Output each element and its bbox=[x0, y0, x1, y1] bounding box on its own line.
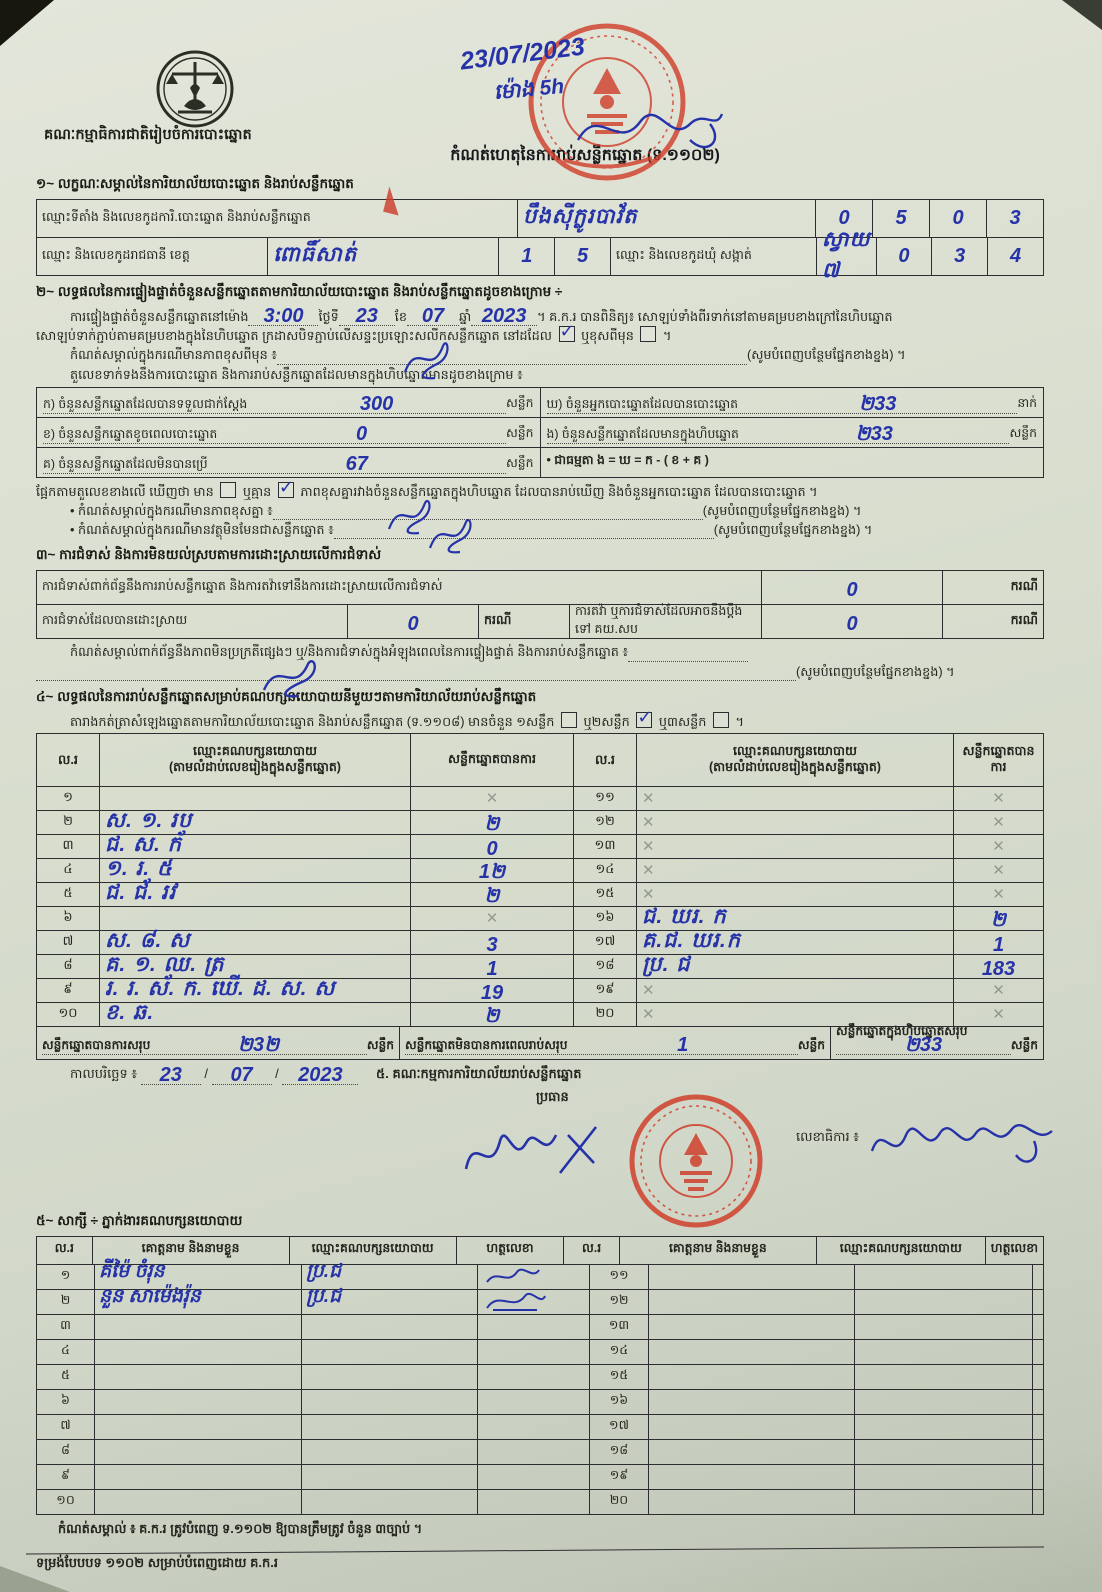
remark-suffix: (សូមបំពេញបន្ថែមផ្នែកខាងខ្នង) ។ bbox=[796, 663, 955, 679]
committee-heading: ៥. គណៈកម្មការការិយាល័យរាប់សន្លឹកឆ្នោត bbox=[376, 1065, 582, 1081]
votes-handwritten: ✕ bbox=[992, 814, 1005, 832]
party-name-handwritten: ខ. ឆ. bbox=[105, 1000, 155, 1024]
count-label: ង) ចំនួនសន្លឹកឆ្នោតដែលមានក្នុងហិបឆ្នោត bbox=[546, 426, 739, 441]
witness-row bbox=[37, 1465, 1043, 1490]
row-no: ១០ bbox=[37, 1490, 95, 1514]
party-name-handwritten: ស. ១. រប bbox=[105, 808, 193, 832]
party-name-handwritten: ជ. ឃរ. ក bbox=[642, 904, 727, 928]
month-handwritten: 07 bbox=[421, 305, 445, 328]
count-unit: សន្លឹក bbox=[1009, 425, 1037, 440]
org-name: គណៈកម្មាធិការជាតិរៀបចំការបោះឆ្នោត bbox=[44, 127, 252, 143]
section1-heading: ១~ លក្ខណៈសម្គាល់នៃការិយាល័យបោះឆ្នោត និងរាប់សន្លឹកឆ្នោត bbox=[36, 176, 354, 191]
row-no: ១១ bbox=[590, 1265, 648, 1289]
day-handwritten: 23 bbox=[355, 305, 378, 328]
row-no: ១ bbox=[37, 787, 100, 810]
row-no: ៥ bbox=[37, 883, 100, 906]
station-row bbox=[37, 200, 1043, 238]
count-label: ខ) ចំនួនសន្លឹកឆ្នោតខូចពេលបោះឆ្នោត bbox=[43, 426, 218, 441]
secretary-label: លេខាធិការ ៖ bbox=[796, 1128, 859, 1144]
checkbox-two-sheets: ✓ bbox=[637, 706, 653, 727]
total-label: សន្លឹកឆ្នោតមិនបានការពេលរាប់សរុប bbox=[405, 1037, 568, 1052]
total-value-handwritten: ២33 bbox=[904, 1033, 943, 1056]
seal-status-line bbox=[36, 321, 1044, 345]
station-code-digit: 0 bbox=[838, 207, 850, 229]
party-name-handwritten: ✕ bbox=[642, 1006, 655, 1024]
row-no: ១៩ bbox=[590, 1465, 648, 1489]
votes-handwritten: 19 bbox=[480, 981, 504, 1004]
party-row bbox=[37, 856, 1043, 884]
row-no: ១ bbox=[37, 1265, 95, 1289]
row-no: ១៤ bbox=[590, 1340, 648, 1364]
counts-row bbox=[37, 418, 1043, 448]
row-no: ១៦ bbox=[574, 907, 637, 930]
signature-zone bbox=[36, 1085, 1044, 1205]
province-name-handwritten: ពោធិ៍សាត់ bbox=[273, 243, 358, 266]
row-no: ៦ bbox=[37, 1390, 95, 1414]
date-month-handwritten: 07 bbox=[230, 1063, 253, 1086]
text-run: ភាពខុសគ្នារវាងចំនួនសន្លឹកឆ្នោតក្នុងហិបឆ្នោត ដែលបានរាប់ឃើញ និងចំនួនអ្នកបោះឆ្នោត ដែលបានបោះឆ្នោត ។ bbox=[300, 483, 818, 499]
col-party-name-line2: (តាមលំដាប់លេខរៀងក្នុងសន្លឹកឆ្នោត) bbox=[168, 759, 342, 774]
section2-heading: ២~ លទ្ធផលនៃការផ្ទៀងផ្ទាត់ចំនួនសន្លឹកឆ្នោតតាមការិយាល័យបោះឆ្នោត និងរាប់សន្លឹកឆ្នោតដូចខាងក្រោម ÷ bbox=[36, 284, 563, 299]
col-witness-name: គោត្តនាម និងនាមខ្លួន bbox=[93, 1237, 290, 1264]
votes-handwritten: ✕ bbox=[992, 838, 1005, 856]
count-unit: នាក់ bbox=[1017, 395, 1037, 410]
col-number: ល.រ bbox=[574, 734, 637, 786]
witness-name-handwritten: នួន សាម៉េងរ៉ុន bbox=[99, 1285, 201, 1307]
text-run: ឬគ្មាន bbox=[242, 483, 272, 499]
section1-table bbox=[36, 199, 1044, 282]
col-valid-votes: សន្លឹកឆ្នោតបានការ bbox=[962, 744, 1035, 774]
difference-statement bbox=[36, 476, 1044, 501]
row-no: ៧ bbox=[37, 1415, 95, 1439]
votes-handwritten: ២ bbox=[484, 813, 500, 836]
text-run: ការផ្ទៀងផ្ទាត់ចំនួនសន្លឹកឆ្នោតនៅម៉ោង bbox=[70, 309, 249, 324]
figures-intro: តួលេខទាក់ទងនឹងការបោះឆ្នោត និងការរាប់សន្លឹកឆ្នោតដែលមានក្នុងហិបឆ្នោតមានដូចខាងក្រោម ៖ bbox=[70, 366, 523, 382]
row-no: ២ bbox=[37, 811, 100, 834]
votes-handwritten: ✕ bbox=[485, 790, 499, 808]
row-no: ១៧ bbox=[574, 931, 637, 954]
party-table-header bbox=[37, 734, 1043, 787]
date-line: កាលបរិច្ឆេទ ៖ 23 / 07 / 2023 ៥. គណៈកម្មការការិយាល័យរាប់សន្លឹកឆ្នោត bbox=[70, 1063, 582, 1086]
votes-handwritten: ✕ bbox=[992, 862, 1005, 880]
remark-label: កំណត់សម្គាល់ក្នុងករណីមានភាពខុសពីមុន ៖ bbox=[70, 347, 277, 363]
witness-row bbox=[37, 1490, 1043, 1514]
votes-handwritten: ២ bbox=[484, 1005, 500, 1028]
witness-signature bbox=[483, 1266, 543, 1288]
row-no: ១២ bbox=[574, 811, 637, 834]
objections-row bbox=[37, 605, 1043, 638]
votes-handwritten: ✕ bbox=[992, 982, 1005, 1000]
tally-sheet-line bbox=[70, 706, 1044, 731]
witness-row bbox=[37, 1285, 1043, 1315]
count-value-handwritten: 300 bbox=[359, 392, 394, 415]
text-run: តារាងកត់ត្រាសំឡេងឆ្នោតតាមការិយាល័យបោះឆ្នោត និងរាប់សន្លឹកឆ្នោត (ទ.១១០៨) មានចំនួន ១សន្លឹក bbox=[70, 713, 555, 729]
row-no: ១៧ bbox=[590, 1415, 648, 1439]
col-witness-party: ឈ្មោះគណបក្សនយោបាយ bbox=[817, 1237, 986, 1264]
row-no: ២០ bbox=[574, 1003, 637, 1026]
form-title: កំណត់ហេតុនៃការរាប់សន្លឹកឆ្នោត (ទ.១១០២) bbox=[450, 147, 720, 164]
stamp-handwritten-time: ម៉ោង 5h bbox=[492, 74, 566, 105]
witness-table-header bbox=[37, 1237, 1043, 1265]
count-value-handwritten: ២33 bbox=[858, 392, 897, 415]
col-valid-votes: សន្លឹកឆ្នោតបានការ bbox=[411, 734, 574, 786]
witness-row bbox=[37, 1415, 1043, 1440]
party-name-handwritten: ✕ bbox=[642, 886, 655, 904]
text-run: សោឡប់ទាក់ភ្ជាប់តាមគម្របខាងក្នុងនៃហិបឆ្នោត ក្រដាសបិទភ្ជាប់លើសន្ទះប្រឡោះសលីកសន្លឹកឆ្នោត នៅដដែល bbox=[36, 328, 552, 344]
top-red-stamp bbox=[454, 14, 764, 174]
row-no: ១៨ bbox=[590, 1440, 648, 1464]
text-run: ។ bbox=[735, 713, 744, 729]
party-name-handwritten: ១. រ. ៥ bbox=[105, 856, 173, 880]
row-no: ១៤ bbox=[574, 859, 637, 882]
count-value-handwritten: ២33 bbox=[855, 422, 893, 445]
count-unit: សន្លឹក bbox=[505, 395, 534, 410]
objection-label: ការតវ៉ា ឬការជំទាស់ដែលអាចនឹងប្ដឹងទៅ គយ.សប bbox=[570, 605, 762, 638]
row-no: ៣ bbox=[37, 1315, 95, 1339]
bottom-note: កំណត់សម្គាល់ ៖ គ.ក.រ ត្រូវបំពេញ ទ.១១០២ ឱ្យបានត្រឹមត្រូវ ចំនួន ៣ច្បាប់ ។ bbox=[58, 1520, 423, 1536]
station-code-digit: 5 bbox=[895, 207, 907, 229]
witness-row bbox=[37, 1315, 1043, 1340]
count-value-handwritten: 67 bbox=[345, 452, 368, 475]
objection-label: ការជំទាស់ដែលបានដោះស្រាយ bbox=[37, 605, 348, 638]
station-name-handwritten: បឹងសុីក្លូរបាវ័ត bbox=[523, 205, 638, 228]
party-name-handwritten: ✕ bbox=[642, 838, 655, 856]
row-no: ១១ bbox=[574, 787, 637, 810]
votes-handwritten: ✕ bbox=[992, 886, 1005, 904]
votes-handwritten: ✕ bbox=[992, 790, 1005, 808]
col-witness-party: ឈ្មោះគណបក្សនយោបាយ bbox=[290, 1237, 457, 1264]
col-number: ល.រ bbox=[564, 1237, 620, 1264]
party-row bbox=[37, 880, 1043, 908]
witness-name-handwritten: គីម៉ៃ ចំរុន bbox=[99, 1260, 165, 1282]
secretary-signature bbox=[866, 1111, 1056, 1175]
row-no: ១៩ bbox=[574, 979, 637, 1002]
count-value-handwritten: 0 bbox=[356, 422, 368, 445]
station-code-digit: 0 bbox=[952, 207, 964, 229]
objection-count-handwritten: 0 bbox=[846, 613, 858, 636]
commune-label: ឈ្មោះ និងលេខកូដឃុំ សង្កាត់ bbox=[611, 238, 817, 275]
row-no: ១៥ bbox=[590, 1365, 648, 1389]
text-run: ។ bbox=[663, 328, 672, 344]
witness-row bbox=[37, 1390, 1043, 1415]
text-run: ។ គ.ក.រ បានពិនិត្យ៖ សោឡប់ទាំងពីរទាក់នៅតាមគម្របខាងក្រៅនៃហិបឆ្នោត bbox=[537, 309, 893, 324]
text-run: ឬ២សន្លឹក bbox=[583, 713, 630, 729]
col-party-name-line1: ឈ្មោះគណបក្សនយោបាយ bbox=[733, 744, 857, 759]
remark-label: កំណត់សម្គាល់ពាក់ព័ន្ធនឹងភាពមិនប្រក្រតីផ្សេងៗ ឬ/និងការជំទាស់ក្នុងអំឡុងពេលនៃការផ្ទៀងផ្ទាត់ និងការរាប់សន្លឹកឆ្នោត ៖ bbox=[70, 644, 629, 660]
witness-row bbox=[37, 1365, 1043, 1390]
remark-suffix: (សូមបំពេញបន្ថែមផ្នែកខាងខ្នង) ។ bbox=[746, 347, 906, 363]
date-year-handwritten: 2023 bbox=[298, 1063, 343, 1086]
row-no: ៨ bbox=[37, 1440, 95, 1464]
chairman-label: ប្រធាន bbox=[536, 1088, 569, 1104]
remark-suffix: (សូមបំពេញបន្ថែមផ្នែកខាងខ្នង) ។ bbox=[702, 502, 862, 518]
count-label: គ) ចំនួនសន្លឹកឆ្នោតដែលមិនបានប្រើ bbox=[43, 456, 208, 471]
party-name-handwritten: រ. រ. ស័. ក. ឃើ. ដ. ស. ស bbox=[105, 976, 336, 1000]
col-witness-name: គោត្តនាម និងនាមខ្លួន bbox=[620, 1237, 817, 1264]
chairman-signature bbox=[456, 1113, 616, 1193]
witness-row bbox=[37, 1440, 1043, 1465]
row-no: ៤ bbox=[37, 1340, 95, 1364]
witness-signature bbox=[483, 1290, 549, 1314]
party-name-handwritten: ✕ bbox=[642, 814, 655, 832]
remark-label: • កំណត់សម្គាល់ក្នុងករណីមានភាពខុសគ្នា ៖ bbox=[70, 502, 273, 518]
col-number: ល.រ bbox=[37, 734, 100, 786]
row-no: ៤ bbox=[37, 859, 100, 882]
votes-handwritten: 183 bbox=[981, 957, 1016, 980]
commune-code-digit: 0 bbox=[898, 245, 910, 267]
row-no: ៥ bbox=[37, 1365, 95, 1389]
objection-unit: ករណី bbox=[1010, 612, 1038, 627]
text-run: ឬខុសពីមុន bbox=[581, 328, 634, 344]
footer-rule bbox=[26, 1546, 1044, 1554]
ballot-counts-table bbox=[36, 387, 1044, 478]
text-run: ខែ bbox=[394, 309, 407, 324]
year-handwritten: 2023 bbox=[481, 305, 527, 328]
col-number: ល.រ bbox=[37, 1237, 93, 1264]
row-no: ១៣ bbox=[574, 835, 637, 858]
col-signature: ហត្ថលេខា bbox=[990, 1241, 1038, 1256]
col-party-name-line2: (តាមលំដាប់លេខរៀងក្នុងសន្លឹកឆ្នោត) bbox=[708, 759, 882, 774]
objections-row bbox=[37, 571, 1043, 605]
row-no: ៨ bbox=[37, 955, 100, 978]
section4-heading: ៤~ លទ្ធផលនៃការរាប់សន្លឹកឆ្នោតសម្រាប់គណបក្សនយោបាយនីមួយៗតាមការិយាល័យរាប់សន្លឹកឆ្នោត bbox=[36, 688, 537, 704]
total-label: សន្លឹកឆ្នោតក្នុងហិបឆ្នោតសរុប bbox=[836, 1023, 968, 1038]
row-no: ២ bbox=[37, 1290, 95, 1314]
total-unit: សន្លឹក bbox=[797, 1037, 825, 1052]
text-run: ថ្ងៃទី bbox=[318, 309, 339, 324]
count-unit: សន្លឹក bbox=[505, 425, 534, 440]
text-run: ឬ៣សន្លឹក bbox=[658, 713, 707, 729]
row-no: ១០ bbox=[37, 1003, 100, 1026]
votes-handwritten: 3 bbox=[486, 933, 498, 956]
formula-note: • ជាធម្មតា ង = ឃ = ក - ( ខ + គ ) bbox=[546, 453, 709, 468]
verification-paragraph bbox=[70, 307, 1044, 326]
form-header bbox=[36, 12, 1044, 143]
party-name-handwritten: ជ. ជ័. រវ bbox=[105, 880, 177, 904]
party-name-handwritten: ✕ bbox=[642, 982, 655, 1000]
count-unit: សន្លឹក bbox=[505, 455, 534, 470]
text-run: ផ្អែកតាមតួលេខខាងលើ ឃើញថា មាន bbox=[36, 483, 214, 499]
row-no: ៣ bbox=[37, 835, 100, 858]
province-code-digit: 5 bbox=[577, 245, 589, 267]
row-no: ២០ bbox=[590, 1490, 648, 1514]
nec-emblem-icon bbox=[154, 48, 236, 135]
party-name-handwritten: ស. ៨. ស bbox=[105, 928, 191, 952]
counts-row bbox=[37, 448, 1043, 477]
row-no: ១៨ bbox=[574, 955, 637, 978]
remark-label: • កំណត់សម្គាល់ក្នុងករណីមានវត្ថុមិនមែនជាសន្លឹកឆ្នោត ៖ bbox=[70, 522, 334, 538]
col-party-name-line1: ឈ្មោះគណបក្សនយោបាយ bbox=[193, 744, 317, 759]
row-no: ១២ bbox=[590, 1290, 648, 1314]
row-no: ៧ bbox=[37, 931, 100, 954]
province-commune-row bbox=[37, 227, 1043, 282]
party-totals-row bbox=[37, 1023, 1043, 1059]
committee-red-seal bbox=[626, 1091, 766, 1231]
station-label: ឈ្មោះទីតាំង និងលេខកូដការិ.បោះឆ្នោត និងរាប់សន្លឹកឆ្នោត bbox=[37, 200, 518, 237]
party-name-handwritten: គ. ១. ឈ. ត្រ bbox=[105, 952, 225, 976]
commune-code-digit: 4 bbox=[1009, 245, 1022, 267]
votes-handwritten: 1 bbox=[486, 957, 498, 980]
date-label: កាលបរិច្ឆេទ ៖ bbox=[70, 1065, 138, 1081]
count-label: ឃ) ចំនួនអ្នកបោះឆ្នោតដែលបានបោះឆ្នោត bbox=[546, 396, 738, 411]
irregularity-remark-line2 bbox=[36, 662, 1044, 681]
votes-handwritten: ✕ bbox=[992, 1006, 1005, 1024]
total-label: សន្លឹកឆ្នោតបានការសរុប bbox=[42, 1037, 151, 1052]
objection-unit: ករណី bbox=[1010, 578, 1038, 593]
objection-count-handwritten: 0 bbox=[407, 613, 419, 636]
col-signature: ហត្ថលេខា bbox=[457, 1237, 565, 1264]
checkbox-one-sheet bbox=[561, 712, 577, 728]
party-row bbox=[37, 976, 1043, 1004]
party-name-handwritten: ជ. ស. ក័ bbox=[105, 832, 182, 856]
party-name-handwritten: ប្រ. ជ bbox=[642, 952, 691, 976]
remark-line-1 bbox=[70, 345, 1044, 364]
stamp-handwritten-date: 23/07/2023 bbox=[458, 32, 587, 76]
party-row bbox=[37, 832, 1043, 860]
total-value-handwritten: 1 bbox=[677, 1033, 689, 1056]
commune-code-digit: 3 bbox=[954, 245, 966, 267]
votes-handwritten: ✕ bbox=[485, 910, 499, 928]
witness-row bbox=[37, 1340, 1043, 1365]
row-no: ១៣ bbox=[590, 1315, 648, 1339]
section5-heading: ៥~ សាក្សី ÷ ភ្នាក់ងារគណបក្សនយោបាយ bbox=[36, 1212, 243, 1228]
votes-handwritten: 1២ bbox=[478, 861, 506, 884]
col-party-name bbox=[100, 734, 411, 786]
party-name-handwritten: ✕ bbox=[642, 790, 655, 808]
counts-row bbox=[37, 388, 1043, 418]
count-label: ក) ចំនួនសន្លឹកឆ្នោតដែលបានទទួលជាក់ស្ដែង bbox=[43, 396, 248, 411]
station-code-digit: 3 bbox=[1009, 207, 1021, 229]
objection-count-handwritten: 0 bbox=[846, 579, 858, 602]
objections-table bbox=[36, 570, 1044, 639]
party-name-handwritten: ✕ bbox=[642, 862, 655, 880]
checkbox-has-difference bbox=[220, 482, 236, 498]
text-run: ឆ្នាំ bbox=[458, 309, 472, 324]
irregularity-remark-line1 bbox=[70, 642, 1044, 661]
votes-handwritten: 1 bbox=[992, 933, 1005, 956]
province-code-digit: 1 bbox=[521, 245, 533, 267]
remark-suffix: (សូមបំពេញបន្ថែមផ្នែកខាងខ្នង) ។ bbox=[713, 522, 873, 538]
row-no: ១៥ bbox=[574, 883, 637, 906]
row-no: ៦ bbox=[37, 907, 100, 930]
checkbox-different bbox=[640, 326, 656, 342]
party-results-table bbox=[36, 733, 1044, 1060]
form-footer: ទម្រង់បែបបទ ១១០២ សម្រាប់បំពេញដោយ គ.ក.រ bbox=[36, 1554, 278, 1570]
party-row bbox=[37, 808, 1043, 836]
remark-difference-line bbox=[70, 501, 1044, 520]
objection-unit: ករណី bbox=[479, 605, 570, 638]
province-label: ឈ្មោះ និងលេខកូដរាជធានី ខេត្ត bbox=[37, 238, 268, 275]
checkbox-unchanged: ✓ bbox=[559, 321, 575, 342]
total-unit: សន្លឹក bbox=[366, 1037, 394, 1052]
col-party-name bbox=[637, 734, 954, 786]
row-no: ៩ bbox=[37, 1465, 95, 1489]
checkbox-no-difference: ✓ bbox=[278, 476, 294, 497]
votes-handwritten: 0 bbox=[486, 837, 498, 860]
row-no: ១៦ bbox=[590, 1390, 648, 1414]
total-unit: សន្លឹក bbox=[1010, 1037, 1038, 1052]
row-no: ៩ bbox=[37, 979, 100, 1002]
objection-label: ការជំទាស់ពាក់ព័ន្ធនឹងការរាប់សន្លឹកឆ្នោត និងការតវ៉ាទៅនឹងការដោះស្រាយលើការជំទាស់ bbox=[37, 571, 762, 604]
witness-party-handwritten: ប្រ.ជ bbox=[305, 1285, 342, 1307]
commune-name-handwritten: ស្វាយ ៧ bbox=[821, 227, 871, 282]
party-name-handwritten: គ.ជ. ឃរ.ក bbox=[642, 928, 741, 952]
votes-handwritten: ២ bbox=[990, 909, 1007, 932]
remark-nonballot-line bbox=[70, 520, 1044, 539]
votes-handwritten: ២ bbox=[484, 885, 500, 908]
date-day-handwritten: 23 bbox=[159, 1063, 182, 1086]
section3-heading: ៣~ ការជំទាស់ និងការមិនយល់ស្របតាមការដោះស្រាយលើការជំទាស់ bbox=[36, 547, 382, 563]
witness-table bbox=[36, 1236, 1044, 1515]
time-handwritten: 3:00 bbox=[263, 305, 304, 328]
checkbox-three-sheets bbox=[713, 712, 729, 728]
witness-party-handwritten: ប្រ.ជ bbox=[305, 1260, 342, 1282]
total-value-handwritten: ២3២ bbox=[237, 1033, 280, 1056]
